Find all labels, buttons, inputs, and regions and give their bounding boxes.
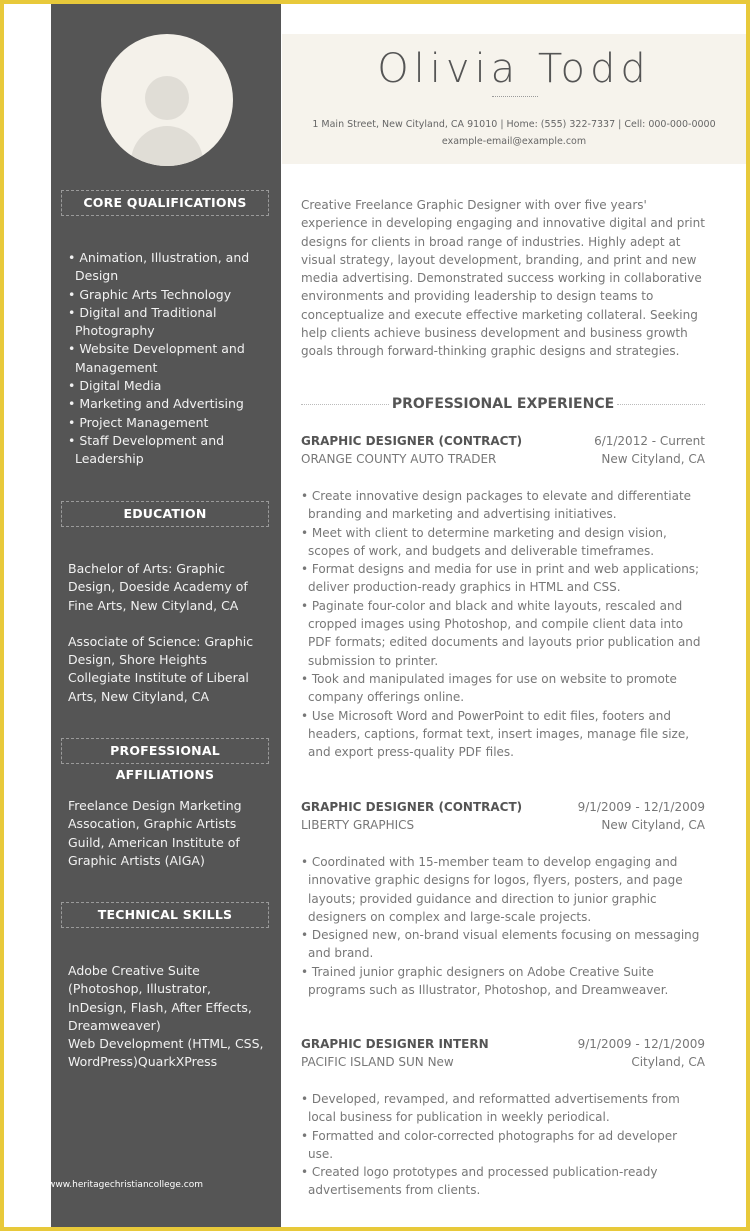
affiliations-text: Freelance Design Marketing Assocation, Graphic Artists Guild, American Institute of Graphic Artists (AIGA)	[68, 798, 242, 868]
list-item: • Took and manipulated images for use on website to promote company offerings online.	[301, 671, 677, 705]
list-item: • Staff Development and Leadership	[68, 432, 225, 467]
list-item: • Designed new, on-brand visual elements focusing on messaging and brand.	[301, 928, 700, 961]
technical-skills-section	[68, 962, 268, 1072]
core-qualifications-list	[68, 249, 268, 469]
job-title: GRAPHIC DESIGNER (CONTRACT)	[301, 434, 523, 448]
sidebar	[51, 4, 281, 1227]
divider	[492, 96, 538, 97]
professional-summary: Creative Freelance Graphic Designer with over five years' experience in developing engaging and innovative digital and print designs for clients in broad range of industries. Highly adept at visual strategy, layout development, branding, and print and new media advertising. Demonstrated success working in collaborative environments and providing leadership to design teams to conceptualize and execute effective marketing collateral. Seeking help clients achieve business development and business growth goals through forward-thinking graphic designs and strategies.	[301, 198, 705, 359]
job-location: New Cityland, CA	[601, 452, 705, 467]
list-item: • Digital and Traditional Photography	[68, 304, 217, 339]
contact-address-phones: 1 Main Street, New Cityland, CA 91010 | Home: (555) 322-7337 | Cell: 000-000-0000	[312, 119, 716, 130]
job-header	[301, 432, 705, 469]
affiliations-heading: PROFESSIONAL AFFILIATIONS	[61, 738, 269, 764]
list-item: • Use Microsoft Word and PowerPoint to edit files, footers and headers, captions, format text, insert images, manage file size, and export press-quality PDF files.	[301, 708, 690, 760]
job-bullets	[301, 487, 705, 761]
list-item: • Trained junior graphic designers on Adobe Creative Suite programs such as Illustrator, Photoshop, and Dreamweaver.	[301, 964, 669, 998]
job-location: Cityland, CA	[631, 1055, 705, 1070]
job-dates: 6/1/2012 - Current	[594, 434, 705, 448]
list-item: • Website Development and Management	[68, 341, 245, 375]
job-meta	[578, 798, 705, 835]
profile-photo-placeholder	[101, 34, 233, 166]
resume-page	[4, 4, 746, 1227]
job-meta	[594, 432, 705, 469]
job-bullets	[301, 853, 705, 999]
job-title: GRAPHIC DESIGNER INTERN	[301, 1037, 489, 1051]
education-entry: Associate of Science: Graphic Design, Shore Heights Collegiate Institute of Liberal Arts, New Cityland, CA	[68, 633, 254, 704]
list-item: • Digital Media	[68, 378, 162, 394]
skills-entry: Adobe Creative Suite (Photoshop, Illustrator, InDesign, Flash, After Effects, Dreamweaver)	[68, 963, 252, 1033]
list-item: • Create innovative design packages to elevate and differentiate branding and marketing and advertising initiatives.	[301, 489, 692, 522]
job-company: ORANGE COUNTY AUTO TRADER	[301, 452, 497, 467]
job-company: LIBERTY GRAPHICS	[301, 818, 415, 833]
list-item: • Paginate four-color and black and white layouts, rescaled and cropped images using Photoshop, and compile client data into PDF formats; edited documents and layouts prior publication and submission to printer.	[301, 598, 701, 668]
job-dates: 9/1/2009 - 12/1/2009	[577, 1037, 705, 1051]
list-item: • Graphic Arts Technology	[68, 286, 232, 302]
list-item: • Animation, Illustration, and Design	[68, 250, 250, 284]
job-bullets	[301, 1090, 705, 1200]
avatar-head-icon	[145, 76, 189, 120]
job-meta	[578, 1035, 705, 1072]
list-item: • Project Management	[68, 414, 209, 430]
technical-skills-heading: TECHNICAL SKILLS	[61, 902, 269, 928]
job-company: PACIFIC ISLAND SUN New	[301, 1055, 454, 1070]
experience-heading: PROFESSIONAL EXPERIENCE	[301, 396, 705, 412]
list-item: • Coordinated with 15-member team to develop engaging and innovative graphic designs for logos, flyers, posters, and page layouts; provided guidance and direction to junior graphic designers on complex and large-scale projects.	[301, 855, 683, 924]
job-dates: 9/1/2009 - 12/1/2009	[577, 800, 705, 814]
job-header	[301, 1035, 705, 1072]
education-section	[68, 560, 268, 706]
list-item: • Format designs and media for use in print and web applications; deliver production-ready graphics in HTML and CSS.	[301, 562, 700, 595]
name-header	[282, 34, 746, 164]
list-item: • Created logo prototypes and processed publication-ready advertisements from clients.	[301, 1165, 658, 1198]
list-item: • Meet with client to determine marketing and design vision, scopes of work, and budgets and deliverable timeframes.	[301, 525, 667, 558]
core-qualifications-heading: CORE QUALIFICATIONS	[61, 190, 269, 216]
watermark-text: www.heritagechristiancollege.com	[48, 1180, 203, 1190]
person-name: Olivia Todd	[377, 46, 651, 92]
list-item: • Marketing and Advertising	[68, 396, 244, 412]
avatar-body-icon	[131, 126, 203, 166]
list-item: • Developed, revamped, and reformatted advertisements from local business for publication in weekly periodical.	[301, 1092, 680, 1125]
education-heading: EDUCATION	[61, 501, 269, 527]
job-location: New Cityland, CA	[601, 818, 705, 833]
list-item: • Formatted and color-corrected photographs for ad developer use.	[301, 1128, 678, 1161]
contact-info	[282, 116, 746, 150]
skills-entry: Web Development (HTML, CSS, WordPress)QuarkXPress	[68, 1036, 264, 1070]
education-entry: Bachelor of Arts: Graphic Design, Doeside Academy of Fine Arts, New Cityland, CA	[68, 561, 248, 613]
contact-email: example-email@example.com	[441, 136, 587, 147]
job-title: GRAPHIC DESIGNER (CONTRACT)	[301, 800, 523, 814]
job-header	[301, 798, 705, 835]
